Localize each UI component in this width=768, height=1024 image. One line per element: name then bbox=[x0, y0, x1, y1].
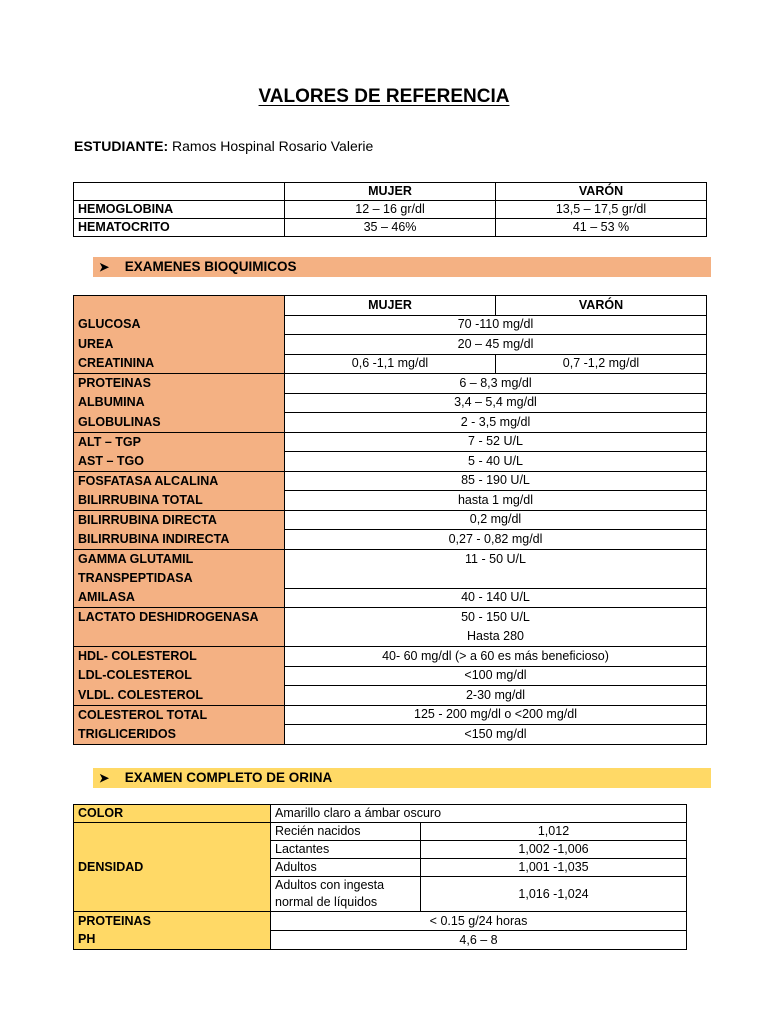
densidad-group: Adultos bbox=[271, 859, 421, 877]
biochem-label: LDL-COLESTEROL bbox=[74, 666, 285, 686]
biochem-label: AMILASA bbox=[74, 588, 285, 608]
biochem-header-empty bbox=[74, 296, 285, 316]
biochem-label: CREATININA bbox=[74, 354, 285, 374]
biochem-value: 2-30 mg/dl bbox=[285, 686, 707, 706]
biochem-value: 5 - 40 U/L bbox=[285, 452, 707, 472]
page-title: VALORES DE REFERENCIA bbox=[258, 86, 510, 107]
biochem-value: 7 - 52 U/L bbox=[285, 432, 707, 452]
urine-proteinas-value: < 0.15 g/24 horas bbox=[271, 912, 687, 931]
biochem-value-mujer: 0,6 -1,1 mg/dl bbox=[285, 354, 496, 374]
blood-table bbox=[73, 182, 707, 237]
blood-row-label: HEMOGLOBINA bbox=[74, 201, 285, 219]
biochem-label: BILIRRUBINA TOTAL bbox=[74, 491, 285, 511]
biochem-value: 11 - 50 U/L bbox=[285, 549, 707, 569]
biochem-label: FOSFATASA ALCALINA bbox=[74, 471, 285, 491]
urine-ph-value: 4,6 – 8 bbox=[271, 931, 687, 950]
blood-row-label: HEMATOCRITO bbox=[74, 219, 285, 237]
biochem-label: ALT – TGP bbox=[74, 432, 285, 452]
biochem-header-varon: VARÓN bbox=[496, 296, 707, 316]
densidad-group: Lactantes bbox=[271, 841, 421, 859]
blood-row-mujer: 12 – 16 gr/dl bbox=[285, 201, 496, 219]
biochem-value-empty bbox=[285, 569, 707, 589]
densidad-group: Recién nacidos bbox=[271, 823, 421, 841]
blood-row-varon: 41 – 53 % bbox=[496, 219, 707, 237]
biochem-value: 40 - 140 U/L bbox=[285, 588, 707, 608]
urine-color-label: COLOR bbox=[74, 805, 271, 823]
blood-header-empty bbox=[74, 183, 285, 201]
student-line bbox=[74, 138, 373, 154]
biochem-section-title: EXAMENES BIOQUIMICOS bbox=[124, 259, 297, 274]
blood-header-varon: VARÓN bbox=[496, 183, 707, 201]
student-name: Ramos Hospinal Rosario Valerie bbox=[172, 138, 374, 154]
blood-row-varon: 13,5 – 17,5 gr/dl bbox=[496, 201, 707, 219]
biochem-value-varon: 0,7 -1,2 mg/dl bbox=[496, 354, 707, 374]
urine-section-bar bbox=[93, 768, 711, 788]
biochem-label: COLESTEROL TOTAL bbox=[74, 705, 285, 725]
biochem-label: ALBUMINA bbox=[74, 393, 285, 413]
densidad-value: 1,016 -1,024 bbox=[421, 877, 687, 912]
biochem-value: 0,27 - 0,82 mg/dl bbox=[285, 530, 707, 550]
biochem-table bbox=[73, 295, 707, 745]
densidad-value: 1,001 -1,035 bbox=[421, 859, 687, 877]
biochem-value: <150 mg/dl bbox=[285, 725, 707, 745]
biochem-value: 0,2 mg/dl bbox=[285, 510, 707, 530]
biochem-value: 20 – 45 mg/dl bbox=[285, 335, 707, 355]
urine-color-value: Amarillo claro a ámbar oscuro bbox=[271, 805, 687, 823]
blood-row-mujer: 35 – 46% bbox=[285, 219, 496, 237]
arrow-bullet-icon: ➤ bbox=[99, 771, 110, 785]
biochem-label: TRIGLICERIDOS bbox=[74, 725, 285, 745]
densidad-value: 1,002 -1,006 bbox=[421, 841, 687, 859]
biochem-value: 50 - 150 U/L bbox=[285, 608, 707, 628]
biochem-value: hasta 1 mg/dl bbox=[285, 491, 707, 511]
biochem-label: LACTATO DESHIDROGENASA bbox=[74, 608, 285, 628]
blood-header-mujer: MUJER bbox=[285, 183, 496, 201]
biochem-label-empty bbox=[74, 627, 285, 647]
biochem-label: TRANSPEPTIDASA bbox=[74, 569, 285, 589]
biochem-value: <100 mg/dl bbox=[285, 666, 707, 686]
biochem-label: BILIRRUBINA DIRECTA bbox=[74, 510, 285, 530]
biochem-value: 2 - 3,5 mg/dl bbox=[285, 413, 707, 433]
biochem-label: GAMMA GLUTAMIL bbox=[74, 549, 285, 569]
biochem-label: PROTEINAS bbox=[74, 374, 285, 394]
biochem-label: AST – TGO bbox=[74, 452, 285, 472]
urine-section-title: EXAMEN COMPLETO DE ORINA bbox=[124, 770, 333, 785]
biochem-label: GLUCOSA bbox=[74, 315, 285, 335]
biochem-value: Hasta 280 bbox=[285, 627, 707, 647]
urine-densidad-label: DENSIDAD bbox=[74, 823, 271, 912]
urine-proteinas-label: PROTEINAS bbox=[74, 912, 271, 931]
biochem-value: 3,4 – 5,4 mg/dl bbox=[285, 393, 707, 413]
biochem-header-mujer: MUJER bbox=[285, 296, 496, 316]
biochem-value: 85 - 190 U/L bbox=[285, 471, 707, 491]
biochem-label: VLDL. COLESTEROL bbox=[74, 686, 285, 706]
student-label: ESTUDIANTE: bbox=[74, 138, 169, 154]
biochem-value: 70 -110 mg/dl bbox=[285, 315, 707, 335]
urine-table bbox=[73, 804, 687, 950]
densidad-value: 1,012 bbox=[421, 823, 687, 841]
urine-ph-label: PH bbox=[74, 931, 271, 950]
biochem-value: 6 – 8,3 mg/dl bbox=[285, 374, 707, 394]
arrow-bullet-icon: ➤ bbox=[99, 260, 110, 274]
biochem-label: BILIRRUBINA INDIRECTA bbox=[74, 530, 285, 550]
biochem-label: HDL- COLESTEROL bbox=[74, 647, 285, 667]
densidad-group: Adultos con ingesta normal de líquidos bbox=[271, 877, 421, 912]
biochem-section-bar bbox=[93, 257, 711, 277]
biochem-value: 40- 60 mg/dl (> a 60 es más beneficioso) bbox=[285, 647, 707, 667]
biochem-label: UREA bbox=[74, 335, 285, 355]
biochem-label: GLOBULINAS bbox=[74, 413, 285, 433]
biochem-value: 125 - 200 mg/dl o <200 mg/dl bbox=[285, 705, 707, 725]
